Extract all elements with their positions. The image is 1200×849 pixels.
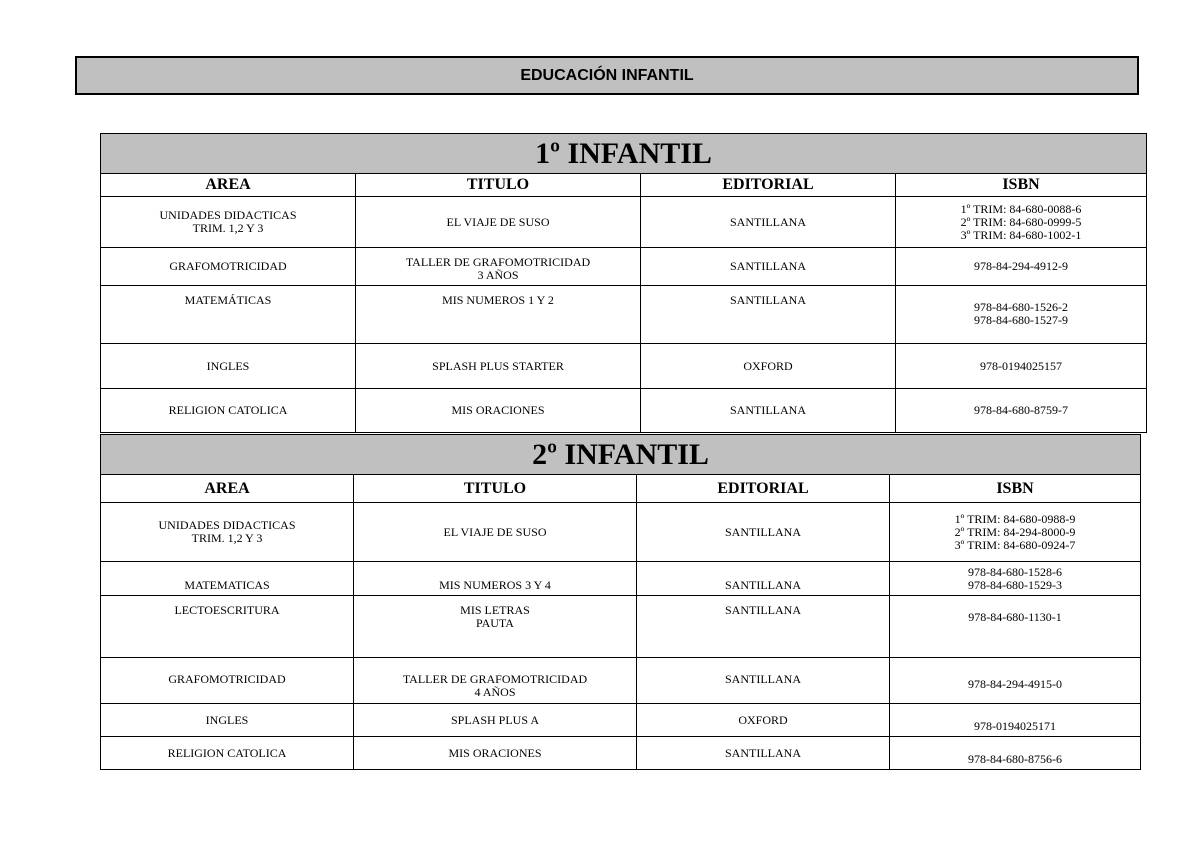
table-row	[101, 562, 1141, 596]
section-title: 2º INFANTIL	[101, 435, 1141, 475]
table-row	[101, 658, 1141, 704]
editorial-cell: SANTILLANA	[641, 248, 896, 286]
editorial-cell: SANTILLANA	[637, 658, 890, 704]
titulo-cell: MIS NUMEROS 1 Y 2	[356, 286, 641, 344]
area-cell: GRAFOMOTRICIDAD	[101, 248, 356, 286]
table-row	[101, 286, 1147, 344]
area-cell: MATEMATICAS	[101, 562, 354, 596]
area-cell: LECTOESCRITURA	[101, 596, 354, 658]
titulo-cell: EL VIAJE DE SUSO	[354, 503, 637, 562]
editorial-cell: SANTILLANA	[637, 596, 890, 658]
area-cell: INGLES	[101, 704, 354, 737]
infantil-2-table	[100, 434, 1141, 770]
isbn-cell: 978-84-680-1130-1	[890, 596, 1141, 658]
area-cell: RELIGION CATOLICA	[101, 389, 356, 433]
area-cell: UNIDADES DIDACTICAS TRIM. 1,2 Y 3	[101, 503, 354, 562]
area-cell: RELIGION CATOLICA	[101, 737, 354, 770]
column-header-area: AREA	[101, 475, 354, 503]
area-cell: UNIDADES DIDACTICAS TRIM. 1,2 Y 3	[101, 197, 356, 248]
isbn-cell: 978-84-680-1528-6 978-84-680-1529-3	[890, 562, 1141, 596]
editorial-cell: SANTILLANA	[641, 197, 896, 248]
titulo-cell: MIS ORACIONES	[354, 737, 637, 770]
table-row	[101, 248, 1147, 286]
table-row	[101, 389, 1147, 433]
table-row	[101, 596, 1141, 658]
isbn-cell: 978-84-680-8756-6	[890, 737, 1141, 770]
editorial-cell: SANTILLANA	[637, 562, 890, 596]
isbn-cell: 978-0194025171	[890, 704, 1141, 737]
titulo-cell: MIS NUMEROS 3 Y 4	[354, 562, 637, 596]
titulo-cell: SPLASH PLUS A	[354, 704, 637, 737]
isbn-cell: 978-84-680-1526-2 978-84-680-1527-9	[896, 286, 1147, 344]
titulo-cell: TALLER DE GRAFOMOTRICIDAD 4 AÑOS	[354, 658, 637, 704]
isbn-cell: 1º TRIM: 84-680-0088-6 2º TRIM: 84-680-0999-5 3º TRIM: 84-680-1002-1	[896, 197, 1147, 248]
area-cell: GRAFOMOTRICIDAD	[101, 658, 354, 704]
isbn-cell: 978-84-680-8759-7	[896, 389, 1147, 433]
isbn-cell: 978-84-294-4912-9	[896, 248, 1147, 286]
titulo-cell: SPLASH PLUS STARTER	[356, 344, 641, 389]
area-cell: INGLES	[101, 344, 356, 389]
section-title: 1º INFANTIL	[101, 134, 1147, 174]
page-title: EDUCACIÓN INFANTIL	[75, 56, 1139, 95]
editorial-cell: SANTILLANA	[641, 389, 896, 433]
column-header-editorial: EDITORIAL	[641, 174, 896, 197]
editorial-cell: OXFORD	[641, 344, 896, 389]
table-row	[101, 737, 1141, 770]
table-row	[101, 704, 1141, 737]
titulo-cell: EL VIAJE DE SUSO	[356, 197, 641, 248]
editorial-cell: SANTILLANA	[637, 737, 890, 770]
column-header-isbn: ISBN	[896, 174, 1147, 197]
titulo-cell: MIS ORACIONES	[356, 389, 641, 433]
column-header-area: AREA	[101, 174, 356, 197]
editorial-cell: SANTILLANA	[641, 286, 896, 344]
column-header-titulo: TITULO	[354, 475, 637, 503]
column-header-isbn: ISBN	[890, 475, 1141, 503]
infantil-1-table	[100, 133, 1147, 433]
isbn-cell: 978-84-294-4915-0	[890, 658, 1141, 704]
editorial-cell: SANTILLANA	[637, 503, 890, 562]
column-header-titulo: TITULO	[356, 174, 641, 197]
isbn-cell: 978-0194025157	[896, 344, 1147, 389]
column-header-editorial: EDITORIAL	[637, 475, 890, 503]
table-row	[101, 197, 1147, 248]
isbn-cell: 1º TRIM: 84-680-0988-9 2º TRIM: 84-294-8000-9 3º TRIM: 84-680-0924-7	[890, 503, 1141, 562]
table-row	[101, 344, 1147, 389]
titulo-cell: TALLER DE GRAFOMOTRICIDAD 3 AÑOS	[356, 248, 641, 286]
area-cell: MATEMÁTICAS	[101, 286, 356, 344]
titulo-cell: MIS LETRAS PAUTA	[354, 596, 637, 658]
table-row	[101, 503, 1141, 562]
editorial-cell: OXFORD	[637, 704, 890, 737]
